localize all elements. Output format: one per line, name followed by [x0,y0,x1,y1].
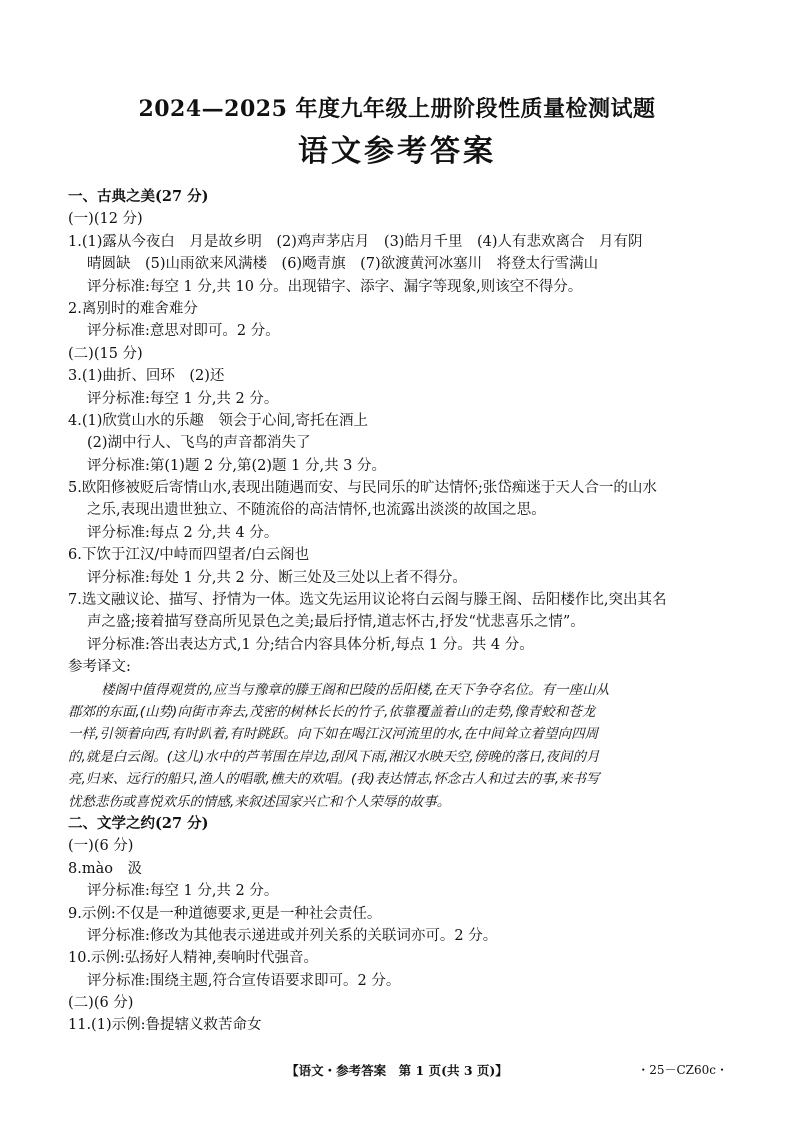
answer-line: 6.下饮于江汉/中峙而四望者/白云阁也 [68,547,310,564]
answer-content [68,186,728,1037]
section-heading-classical: 一、古典之美(27 分) [68,188,209,205]
section-heading-literature: 二、文学之约(27 分) [68,814,209,832]
scoring-line: 评分标准:每点 2 分,共 4 分。 [87,524,279,541]
footer-page-info: 【语文・参考答案 第 1 页(共 3 页)】 [286,1063,508,1078]
subsection-heading: (一)(6 分) [68,838,134,855]
translation-line: 郡郊的东面,(山势)向街市奔去,茂密的树林长长的竹子,依靠覆盖着山的走势,像青蛟和苍龙 [68,703,596,720]
answer-line: 之乐,表现出遗世独立、不随流俗的高洁情怀,也流露出淡淡的故国之思。 [87,502,546,519]
subsection-heading: (二)(6 分) [68,995,134,1012]
answer-line: 5.欧阳修被贬后寄情山水,表现出随遇而安、与民同乐的旷达情怀;张岱痴迷于天人合一的山水 [68,480,657,497]
scoring-line: 评分标准:意思对即可。2 分。 [87,323,280,340]
scoring-line: 评分标准:每空 1 分,共 2 分。 [87,883,279,900]
answer-line: 10.示例:弘扬好人精神,奏响时代强音。 [68,950,319,967]
scoring-line: 评分标准:第(1)题 2 分,第(2)题 1 分,共 3 分。 [87,457,387,474]
answer-line: (2)湖中行人、飞鸟的声音都消失了 [87,435,311,452]
answer-line: 9.示例:不仅是一种道德要求,更是一种社会责任。 [68,905,382,922]
scoring-line: 评分标准:答出表达方式,1 分;结合内容具体分析,每点 1 分。共 4 分。 [87,636,534,653]
footer-code: ・25－CZ60c・ [637,1063,728,1077]
scoring-line: 评分标准:修改为其他表示递进或并列关系的关联词亦可。2 分。 [87,927,498,944]
translation-line: 亮,归来、远行的船只,渔人的唱歌,樵夫的欢唱。(我)表达情志,怀念古人和过去的事,来书写 [68,771,600,788]
answer-line: 声之盛;接着描写登高所见景色之美;最后抒情,道志怀古,抒发“忧悲喜乐之情”。 [87,614,585,631]
answer-key-title: 语文参考答案 [298,134,496,169]
scoring-line: 评分标准:每空 1 分,共 2 分。 [87,390,279,407]
scoring-line: 评分标准:每空 1 分,共 10 分。出现错字、添字、漏字等现象,则该空不得分。 [87,278,583,295]
translation-line: 的,就是白云阁。(这儿)水中的芦苇围在岸边,刮风下雨,湘汉水映天空,傍晚的落日,夜间的月 [68,748,600,765]
answer-line: 8.mào 汲 [68,860,142,877]
translation-line: 一样,引领着向西,有时趴着,有时跳跃。向下如在喝江汉河流里的水,在中间耸立着望向四周 [68,726,599,743]
answer-line: 1.(1)露从今夜白 月是故乡明 (2)鸡声茅店月 (3)皓月千里 (4)人有悲欢离合 月有阴 [68,233,643,250]
subsection-heading: (一)(12 分) [68,211,143,228]
exam-title: 2024—2025 年度九年级上册阶段性质量检测试题 [138,96,656,122]
answer-line: 11.(1)示例:鲁提辖义救苦命女 [68,1017,262,1034]
answer-line: 晴圆缺 (5)山雨欲来风满楼 (6)飏青旗 (7)欲渡黄河冰塞川 将登太行雪满山 [87,256,599,273]
subsection-heading: (二)(15 分) [68,345,143,362]
translation-heading: 参考译文: [68,659,131,676]
answer-line: 7.选文融议论、描写、抒情为一体。选文先运用议论将白云阁与滕王阁、岳阳楼作比,突出其名 [68,592,667,609]
answer-line: 4.(1)欣赏山水的乐趣 领会于心间,寄托在酒上 [68,412,368,429]
answer-line: 2.离别时的难舍难分 [68,300,198,317]
scoring-line: 评分标准:每处 1 分,共 2 分、断三处及三处以上者不得分。 [87,569,467,586]
translation-line: 忧愁悲伤或喜悦欢乐的情感,来叙述国家兴亡和个人荣辱的故事。 [68,793,451,810]
translation-line: 楼阁中值得观赏的,应当与豫章的滕王阁和巴陵的岳阳楼,在天下争夺名位。有一座山从 [101,681,610,698]
scoring-line: 评分标准:围绕主题,符合宣传语要求即可。2 分。 [87,972,401,989]
answer-line: 3.(1)曲折、回环 (2)还 [68,368,225,385]
